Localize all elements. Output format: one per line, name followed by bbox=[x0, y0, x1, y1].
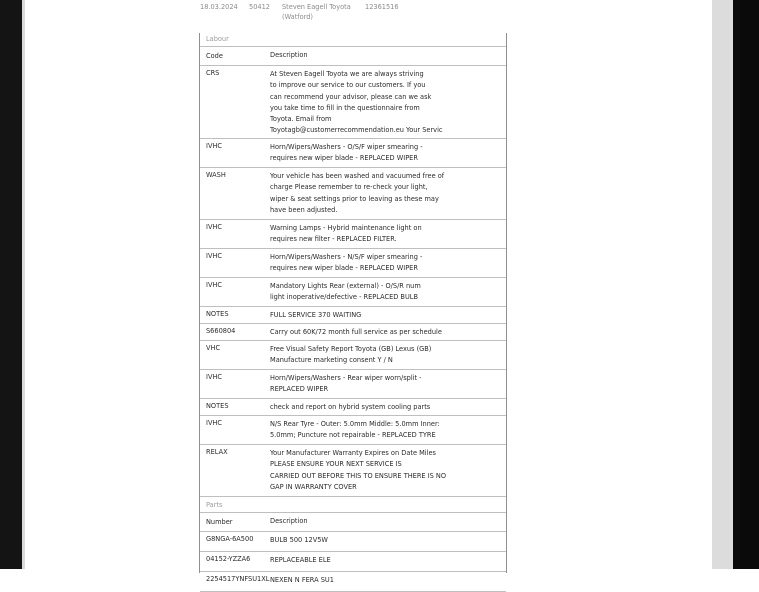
labour-code: IVHC bbox=[206, 252, 223, 260]
labour-description: check and report on hybrid system cooling parts bbox=[270, 403, 431, 411]
parts-column-header bbox=[200, 513, 506, 532]
left-frame-edge bbox=[22, 0, 25, 569]
part-code: 04152-YZZA6 bbox=[206, 555, 251, 563]
labour-row bbox=[200, 370, 506, 399]
labour-row bbox=[200, 399, 506, 416]
labour-description: Free Visual Safety Report Toyota (GB) Lexus (GB) Manufacture marketing consent Y / N bbox=[270, 345, 432, 365]
header-date: 18.03.2024 bbox=[200, 3, 238, 11]
labour-description: Warning Lamps - Hybrid maintenance light on requires new filter - REPLACED FILTER. bbox=[270, 224, 422, 244]
labour-row bbox=[200, 139, 506, 168]
labour-description: Horn/Wipers/Washers - Rear wiper worn/split - REPLACED WIPER bbox=[270, 374, 422, 394]
labour-code: IVHC bbox=[206, 281, 223, 289]
labour-column-header bbox=[200, 47, 506, 66]
labour-row bbox=[200, 341, 506, 370]
labour-section-title: Labour bbox=[200, 33, 506, 47]
labour-row bbox=[200, 220, 506, 249]
labour-code: NOTES bbox=[206, 310, 229, 318]
parts-col-description: Description bbox=[270, 517, 308, 526]
labour-description: FULL SERVICE 370 WAITING bbox=[270, 311, 362, 319]
labour-description: Carry out 60K/72 month full service as per schedule bbox=[270, 328, 442, 336]
part-code: G8NGA-6A500 bbox=[206, 535, 254, 543]
part-row bbox=[200, 532, 506, 552]
labour-description: N/S Rear Tyre - Outer: 5.0mm Middle: 5.0mm Inner: 5.0mm; Puncture not repairable - REPLACED TYRE bbox=[270, 420, 440, 440]
labour-row bbox=[200, 278, 506, 307]
right-frame-bar bbox=[733, 0, 759, 569]
part-description: REPLACEABLE ELE bbox=[270, 556, 331, 564]
header-number: 50412 bbox=[249, 3, 270, 11]
labour-description: Mandatory Lights Rear (external) - O/S/R num light inoperative/defective - REPLACED BULB bbox=[270, 282, 421, 302]
labour-code: IVHC bbox=[206, 419, 223, 427]
labour-table bbox=[200, 66, 506, 497]
left-frame-bar bbox=[0, 0, 22, 569]
labour-row bbox=[200, 307, 506, 324]
labour-row bbox=[200, 66, 506, 139]
labour-description: At Steven Eagell Toyota we are always striving to improve our service to our customers. If you can recommend your advisor, please can we ask you take time to fill in the questionnaire from Toyota. Email from Toyotagb@customerrecommendation.eu Your Servic bbox=[270, 70, 443, 135]
labour-description: Horn/Wipers/Washers - O/S/F wiper smearing - requires new wiper blade - REPLACED WIPER bbox=[270, 143, 423, 163]
labour-col-code: Code bbox=[206, 52, 223, 60]
labour-code: RELAX bbox=[206, 448, 228, 456]
header-reference: 12361516 bbox=[365, 3, 399, 11]
invoice-document bbox=[199, 33, 507, 584]
part-code: 2254517YNFSU1XL bbox=[206, 575, 270, 583]
labour-col-description: Description bbox=[270, 51, 308, 60]
part-description: NEXEN N FERA SU1 bbox=[270, 576, 334, 584]
labour-description: Your Manufacturer Warranty Expires on Date Miles PLEASE ENSURE YOUR NEXT SERVICE IS CARRIED OUT BEFORE THIS TO ENSURE THERE IS NO GAP IN WARRANTY COVER bbox=[270, 449, 447, 491]
part-description: BULB 500 12V5W bbox=[270, 536, 328, 544]
labour-code: CRS bbox=[206, 69, 220, 77]
labour-row bbox=[200, 416, 506, 445]
header-dealer: Steven Eagell Toyota bbox=[282, 3, 351, 11]
labour-code: IVHC bbox=[206, 223, 223, 231]
labour-code: NOTES bbox=[206, 402, 229, 410]
labour-description: Your vehicle has been washed and vacuumed free of charge Please remember to re-check your light, wiper & seat settings prior to leaving as these may have been adjusted. bbox=[270, 172, 445, 214]
labour-row bbox=[200, 249, 506, 278]
header-location: (Watford) bbox=[282, 13, 314, 21]
part-row bbox=[200, 572, 506, 592]
parts-section-title: Parts bbox=[200, 497, 506, 513]
labour-code: IVHC bbox=[206, 142, 223, 150]
parts-col-number: Number bbox=[206, 518, 233, 526]
part-row bbox=[200, 552, 506, 572]
labour-code: IVHC bbox=[206, 373, 223, 381]
labour-code: S660804 bbox=[206, 327, 236, 335]
parts-table bbox=[200, 532, 506, 592]
labour-code: WASH bbox=[206, 171, 226, 179]
labour-row bbox=[200, 324, 506, 341]
labour-description: Horn/Wipers/Washers - N/S/F wiper smearing - requires new wiper blade - REPLACED WIPER bbox=[270, 253, 423, 273]
right-frame-margin bbox=[712, 0, 733, 569]
labour-row bbox=[200, 168, 506, 220]
labour-row bbox=[200, 445, 506, 497]
labour-code: VHC bbox=[206, 344, 221, 352]
